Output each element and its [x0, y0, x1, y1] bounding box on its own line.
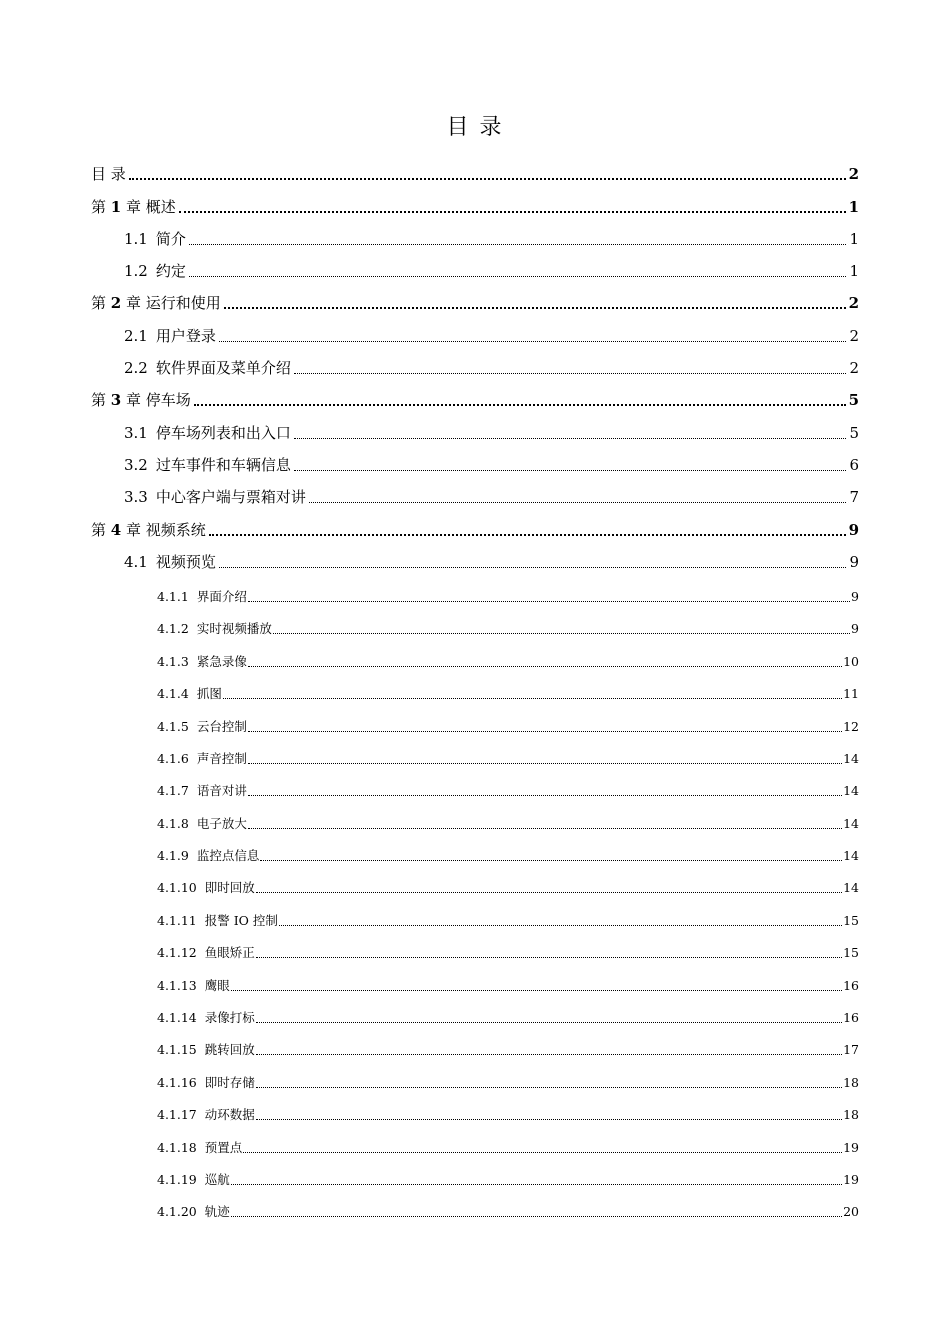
dot-leader	[256, 1086, 842, 1088]
toc-page-number: 1	[849, 262, 859, 280]
toc-entry-title: 预置点	[204, 1140, 243, 1155]
toc-entry[interactable]	[157, 652, 859, 670]
dot-leader	[248, 730, 842, 732]
toc-entry[interactable]	[157, 1138, 859, 1156]
toc-entry-title: 过车事件和车辆信息	[155, 456, 291, 474]
toc-entry-title: 报警 IO 控制	[204, 913, 278, 928]
dot-leader	[231, 1183, 842, 1185]
toc-section-number: 4.1.20	[157, 1204, 197, 1219]
dot-leader	[294, 437, 847, 439]
toc-section-number: 3.2	[124, 456, 148, 474]
toc-section-number: 4.1.9	[157, 848, 189, 863]
toc-section-number: 4.1.11	[157, 913, 197, 928]
dot-leader	[248, 600, 850, 602]
toc-page-number: 10	[843, 654, 859, 669]
dot-leader	[189, 243, 847, 245]
toc-entry-title: 鹰眼	[204, 978, 230, 993]
dot-leader	[256, 891, 842, 893]
toc-page-number: 2	[848, 294, 859, 312]
toc-entry[interactable]	[91, 292, 859, 313]
toc-section-number: 4.1	[124, 553, 148, 571]
toc-page-number: 14	[843, 751, 859, 766]
dot-leader	[248, 827, 842, 829]
toc-entry-title: 电子放大	[196, 816, 247, 831]
dot-leader	[231, 989, 842, 991]
toc-page-number: 2	[849, 359, 859, 377]
toc-entry-title: 简介	[155, 230, 186, 248]
dot-leader	[309, 501, 847, 503]
toc-entry-title: 鱼眼矫正	[204, 945, 255, 960]
toc-page-number: 12	[843, 719, 859, 734]
toc-section-number: 2.1	[124, 327, 148, 345]
toc-page-number: 19	[843, 1140, 859, 1155]
toc-entry[interactable]	[124, 228, 859, 249]
dot-leader	[129, 177, 846, 180]
toc-entry-title: 第 4 章 视频系统	[91, 521, 206, 539]
dot-leader	[256, 1053, 842, 1055]
dot-leader	[179, 210, 846, 213]
toc-section-number: 4.1.7	[157, 783, 189, 798]
toc-entry[interactable]	[124, 454, 859, 475]
toc-entry[interactable]	[124, 260, 859, 281]
toc-page-number: 5	[849, 424, 859, 442]
toc-entry[interactable]	[157, 684, 859, 702]
toc-page-number: 14	[843, 816, 859, 831]
dot-leader	[279, 924, 842, 926]
toc-entry[interactable]	[91, 519, 859, 540]
toc-entry-title: 视频预览	[155, 553, 216, 571]
toc-entry[interactable]	[157, 1105, 859, 1123]
toc-page-number: 19	[843, 1172, 859, 1187]
toc-page-number: 9	[851, 589, 859, 604]
toc-entry[interactable]	[157, 878, 859, 896]
toc-entry[interactable]	[157, 619, 859, 637]
toc-entry-title: 抓图	[196, 686, 222, 701]
toc-entry[interactable]	[157, 1073, 859, 1091]
dot-leader	[231, 1215, 842, 1217]
toc-page-number: 18	[843, 1075, 859, 1090]
toc-entry[interactable]	[157, 1008, 859, 1026]
toc-entry-title: 停车场列表和出入口	[155, 424, 291, 442]
toc-entry[interactable]	[157, 911, 859, 929]
toc-page-number: 9	[851, 621, 859, 636]
toc-entry[interactable]	[157, 976, 859, 994]
toc-entry-title: 声音控制	[196, 751, 247, 766]
toc-page-number: 9	[849, 553, 859, 571]
dot-leader	[209, 533, 846, 536]
toc-section-number: 1.1	[124, 230, 148, 248]
toc-entry[interactable]	[124, 357, 859, 378]
dot-leader	[224, 306, 846, 309]
toc-section-number: 4.1.13	[157, 978, 197, 993]
toc-entry[interactable]	[124, 325, 859, 346]
toc-page-number: 2	[848, 165, 859, 183]
toc-section-number: 4.1.8	[157, 816, 189, 831]
toc-page-number: 15	[843, 945, 859, 960]
toc-entry-title: 动环数据	[204, 1107, 255, 1122]
toc-section-number: 2.2	[124, 359, 148, 377]
toc-section-number: 4.1.15	[157, 1042, 197, 1057]
toc-page-number: 9	[848, 521, 859, 539]
toc-entry[interactable]	[124, 486, 859, 507]
toc-page-number: 5	[848, 391, 859, 409]
dot-leader	[273, 632, 850, 634]
toc-page-number: 17	[843, 1042, 859, 1057]
toc-page-number: 6	[849, 456, 859, 474]
dot-leader	[256, 1118, 842, 1120]
toc-page-number: 16	[843, 1010, 859, 1025]
toc-entry-title: 语音对讲	[196, 783, 247, 798]
toc-entry[interactable]	[157, 749, 859, 767]
dot-leader	[223, 697, 842, 699]
toc-entry-title: 第 3 章 停车场	[91, 391, 191, 409]
toc-page-number: 14	[843, 848, 859, 863]
page-title: 目 录	[446, 115, 504, 140]
toc-entry[interactable]	[91, 163, 859, 184]
toc-entry-title: 界面介绍	[196, 589, 247, 604]
toc-entry-title: 即时存储	[204, 1075, 255, 1090]
toc-page-number: 20	[843, 1204, 859, 1219]
toc-entry-title: 实时视频播放	[196, 621, 272, 636]
dot-leader	[243, 1151, 842, 1153]
toc-entry[interactable]	[124, 551, 859, 572]
toc-section-number: 4.1.10	[157, 880, 197, 895]
toc-section-number: 4.1.14	[157, 1010, 197, 1025]
toc-entry[interactable]	[157, 781, 859, 799]
toc-page-number: 1	[848, 198, 859, 216]
toc-entry[interactable]	[157, 846, 859, 864]
toc-entry-title: 软件界面及菜单介绍	[155, 359, 291, 377]
dot-leader	[219, 340, 847, 342]
toc-entry-title: 云台控制	[196, 719, 247, 734]
dot-leader	[260, 859, 842, 861]
toc-page-number: 14	[843, 880, 859, 895]
toc-section-number: 4.1.3	[157, 654, 189, 669]
toc-section-number: 4.1.19	[157, 1172, 197, 1187]
toc-entry-title: 监控点信息	[196, 848, 260, 863]
dot-leader	[248, 762, 842, 764]
toc-entry[interactable]	[157, 1202, 859, 1220]
toc-entry-title: 跳转回放	[204, 1042, 255, 1057]
toc-page-number: 14	[843, 783, 859, 798]
toc-entry[interactable]	[157, 1040, 859, 1058]
dot-leader	[256, 956, 842, 958]
dot-leader	[219, 566, 847, 568]
toc-entry-title: 巡航	[204, 1172, 230, 1187]
dot-leader	[189, 275, 847, 277]
toc-entry-title: 轨迹	[204, 1204, 230, 1219]
toc-section-number: 4.1.5	[157, 719, 189, 734]
toc-page-number: 11	[843, 686, 859, 701]
dot-leader	[294, 372, 847, 374]
toc-section-number: 3.1	[124, 424, 148, 442]
toc-entry-title: 中心客户端与票箱对讲	[155, 488, 306, 506]
toc-page-number: 7	[849, 488, 859, 506]
toc-entry-title: 第 2 章 运行和使用	[91, 294, 221, 312]
toc-entry[interactable]	[91, 196, 859, 217]
toc-entry-title: 录像打标	[204, 1010, 255, 1025]
toc-section-number: 4.1.6	[157, 751, 189, 766]
toc-entry-title: 用户登录	[155, 327, 216, 345]
toc-entry-title: 约定	[155, 262, 186, 280]
toc-page-number: 2	[849, 327, 859, 345]
toc-entry[interactable]	[157, 587, 859, 605]
toc-entry[interactable]	[124, 422, 859, 443]
dot-leader	[256, 1021, 842, 1023]
toc-entry-title: 紧急录像	[196, 654, 247, 669]
toc-entry-title: 即时回放	[204, 880, 255, 895]
toc-entry[interactable]	[157, 717, 859, 735]
toc-entry[interactable]	[157, 1170, 859, 1188]
toc-section-number: 4.1.2	[157, 621, 189, 636]
dot-leader	[248, 665, 842, 667]
toc-section-number: 4.1.4	[157, 686, 189, 701]
toc-entry-title: 第 1 章 概述	[91, 198, 176, 216]
dot-leader	[194, 403, 846, 406]
toc-section-number: 1.2	[124, 262, 148, 280]
toc-entry-title: 目 录	[91, 165, 126, 183]
toc-entry[interactable]	[157, 814, 859, 832]
toc-page-number: 15	[843, 913, 859, 928]
dot-leader	[294, 469, 847, 471]
toc-section-number: 4.1.17	[157, 1107, 197, 1122]
dot-leader	[248, 794, 842, 796]
toc-section-number: 4.1.18	[157, 1140, 197, 1155]
toc-section-number: 4.1.12	[157, 945, 197, 960]
toc-page-number: 1	[849, 230, 859, 248]
toc-entry[interactable]	[157, 943, 859, 961]
toc-section-number: 4.1.16	[157, 1075, 197, 1090]
toc-entry[interactable]	[91, 389, 859, 410]
toc-page-number: 18	[843, 1107, 859, 1122]
toc-section-number: 4.1.1	[157, 589, 189, 604]
toc-page-number: 16	[843, 978, 859, 993]
toc-section-number: 3.3	[124, 488, 148, 506]
